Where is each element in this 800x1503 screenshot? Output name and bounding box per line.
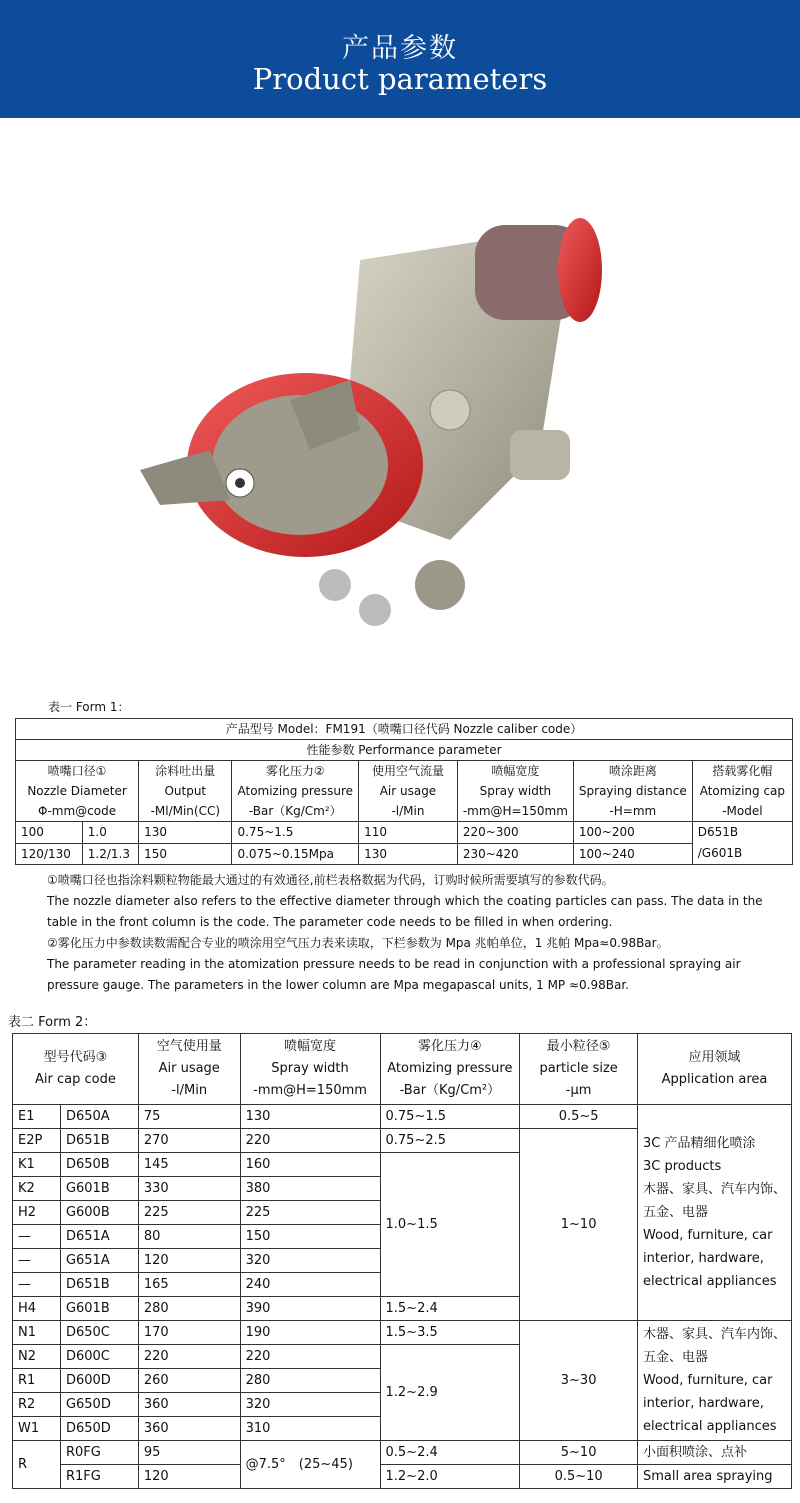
cell: R <box>13 1441 61 1489</box>
form2-caption: 表二 Form 2： <box>8 1015 97 1030</box>
cell: 120 <box>138 1465 240 1489</box>
cell: 1.2~2.9 <box>380 1345 520 1441</box>
cell: D600C <box>60 1345 138 1369</box>
cell: 95 <box>138 1441 240 1465</box>
cell: 5~10 <box>520 1441 638 1465</box>
cell: 280 <box>138 1297 240 1321</box>
cell: D650C <box>60 1321 138 1345</box>
cell: 1.5~2.4 <box>380 1297 520 1321</box>
cell: 130 <box>240 1105 380 1129</box>
cell: 150 <box>139 843 232 865</box>
cell: D651A <box>60 1225 138 1249</box>
form1-header: 使用空气流量 Air usage -l/Min <box>359 761 458 822</box>
cell: 0.5~5 <box>520 1105 638 1129</box>
cell: 120/130 <box>16 843 83 865</box>
cell: G651A <box>60 1249 138 1273</box>
cell: 0.075~0.15Mpa <box>232 843 359 865</box>
cell: D600D <box>60 1369 138 1393</box>
cell: 1.0 <box>82 822 138 844</box>
cell: 0.5~2.4 <box>380 1441 520 1465</box>
cell: 100~200 <box>573 822 692 844</box>
cell: 380 <box>240 1177 380 1201</box>
application-area-cell: 木器、家具、汽车内饰、五金、电器 Wood, furniture, car interior, hardware, electrical appliances <box>638 1321 792 1441</box>
application-area-cell: 3C 产品精细化喷涂 3C products 木器、家具、汽车内饰、五金、电器 Wood, furniture, car interior, hardware, electrical appliances <box>638 1105 792 1321</box>
form1-notes <box>47 870 787 996</box>
cell: — <box>13 1225 61 1249</box>
cell: 230~420 <box>457 843 573 865</box>
cell: 280 <box>240 1369 380 1393</box>
cell: 110 <box>359 822 458 844</box>
cell: 160 <box>240 1153 380 1177</box>
cell: 170 <box>138 1321 240 1345</box>
cell: 0.75~2.5 <box>380 1129 520 1153</box>
cell: G600B <box>60 1201 138 1225</box>
header-title-cn: 产品参数 <box>342 33 458 64</box>
cell: D650B <box>60 1153 138 1177</box>
cell: 小面积喷涂、点补 <box>638 1441 792 1465</box>
form1-header: 喷涂距离 Spraying distance -H=mm <box>573 761 692 822</box>
cell: 220 <box>240 1345 380 1369</box>
cell: 360 <box>138 1417 240 1441</box>
table-row <box>16 843 793 865</box>
cell: 1.5~3.5 <box>380 1321 520 1345</box>
cell: K2 <box>13 1177 61 1201</box>
cell: D651B <box>60 1273 138 1297</box>
cell: 225 <box>138 1201 240 1225</box>
cell: D651B /G601B <box>692 822 792 865</box>
cell: 320 <box>240 1393 380 1417</box>
cell: K1 <box>13 1153 61 1177</box>
cell: 0.75~1.5 <box>380 1105 520 1129</box>
cell: 1.2/1.3 <box>82 843 138 865</box>
note-line: ②雾化压力中参数读数需配合专业的喷涂用空气压力表来读取，下栏参数为 Mpa 兆帕单位，1 兆帕 Mpa≈0.98Bar。 <box>47 936 669 950</box>
cell: 260 <box>138 1369 240 1393</box>
cell: D650D <box>60 1417 138 1441</box>
cell: 360 <box>138 1393 240 1417</box>
cell: D651B <box>60 1129 138 1153</box>
cell: 190 <box>240 1321 380 1345</box>
cell: R0FG <box>60 1441 138 1465</box>
header-title-en: Product parameters <box>252 62 548 96</box>
table-row <box>16 822 793 844</box>
note-line: pressure gauge. The parameters in the lower column are Mpa megapascal units, 1 MP ≈0.98Bar. <box>47 978 629 992</box>
note-line: table in the front column is the code. The parameter code needs to be filled in when ordering. <box>47 915 613 929</box>
cell: W1 <box>13 1417 61 1441</box>
cell: N1 <box>13 1321 61 1345</box>
cell: N2 <box>13 1345 61 1369</box>
cell: 220~300 <box>457 822 573 844</box>
cell: 165 <box>138 1273 240 1297</box>
cell: 120 <box>138 1249 240 1273</box>
cell: 220 <box>240 1129 380 1153</box>
cell: R2 <box>13 1393 61 1417</box>
form1-header: 搭载雾化帽 Atomizing cap -Model <box>692 761 792 822</box>
cell: 80 <box>138 1225 240 1249</box>
cell: 225 <box>240 1201 380 1225</box>
form1-table <box>15 718 793 865</box>
form2-table <box>12 1033 792 1489</box>
cell: 240 <box>240 1273 380 1297</box>
cell: 390 <box>240 1297 380 1321</box>
spray-gun-image <box>120 200 620 660</box>
cell: R1FG <box>60 1465 138 1489</box>
cell: Small area spraying <box>638 1465 792 1489</box>
table-row <box>13 1465 792 1489</box>
cell: 75 <box>138 1105 240 1129</box>
page-header <box>0 0 800 118</box>
cell: R1 <box>13 1369 61 1393</box>
cell: H4 <box>13 1297 61 1321</box>
note-line: The nozzle diameter also refers to the effective diameter through which the coating particles can pass. The data in the <box>47 894 763 908</box>
cell: 0.5~10 <box>520 1465 638 1489</box>
cell: 100 <box>16 822 83 844</box>
form2-header: 最小粒径⑤ particle size -μm <box>520 1034 638 1105</box>
cell: E2P <box>13 1129 61 1153</box>
form2-header: 应用领域 Application area <box>638 1034 792 1105</box>
form1-header: 涂料吐出量 Output -Ml/Min(CC) <box>139 761 232 822</box>
table-row <box>13 1105 792 1129</box>
form1-header: 喷嘴口径① Nozzle Diameter Φ-mm@code <box>16 761 139 822</box>
cell: 330 <box>138 1177 240 1201</box>
form1-subtitle: 性能参数 Performance parameter <box>16 740 793 761</box>
form1-header: 雾化压力② Atomizing pressure -Bar（Kg/Cm²） <box>232 761 359 822</box>
cell: @7.5° (25~45) <box>240 1441 380 1489</box>
cell: 130 <box>359 843 458 865</box>
cell: 270 <box>138 1129 240 1153</box>
cell: 1.0~1.5 <box>380 1153 520 1297</box>
cell: 1~10 <box>520 1129 638 1321</box>
form2-header: 空气使用量 Air usage -l/Min <box>138 1034 240 1105</box>
cell: — <box>13 1273 61 1297</box>
form1-header: 喷幅宽度 Spray width -mm@H=150mm <box>457 761 573 822</box>
table-row <box>13 1321 792 1345</box>
cell: 220 <box>138 1345 240 1369</box>
cell: 320 <box>240 1249 380 1273</box>
cell: D650A <box>60 1105 138 1129</box>
form1-caption: 表一 Form 1： <box>48 700 130 714</box>
cell: 150 <box>240 1225 380 1249</box>
cell: 0.75~1.5 <box>232 822 359 844</box>
cell: 3~30 <box>520 1321 638 1441</box>
cell: 145 <box>138 1153 240 1177</box>
cell: 1.2~2.0 <box>380 1465 520 1489</box>
cell: H2 <box>13 1201 61 1225</box>
cell: 100~240 <box>573 843 692 865</box>
note-line: The parameter reading in the atomization pressure needs to be read in conjunction with a professional spraying air <box>47 957 741 971</box>
form1-title: 产品型号 Model：FM191（喷嘴口径代码 Nozzle caliber code） <box>16 719 793 740</box>
form2-header: 型号代码③ Air cap code <box>13 1034 139 1105</box>
cell: G601B <box>60 1297 138 1321</box>
cell: — <box>13 1249 61 1273</box>
cell: 310 <box>240 1417 380 1441</box>
cell: 130 <box>139 822 232 844</box>
form2-header: 雾化压力④ Atomizing pressure -Bar（Kg/Cm²） <box>380 1034 520 1105</box>
cell: G650D <box>60 1393 138 1417</box>
cell: G601B <box>60 1177 138 1201</box>
note-line: ①喷嘴口径也指涂料颗粒物能最大通过的有效通径,前栏表格数据为代码，订购时候所需要填写的参数代码。 <box>47 873 614 887</box>
table-row <box>13 1441 792 1465</box>
form2-header: 喷幅宽度 Spray width -mm@H=150mm <box>240 1034 380 1105</box>
cell: E1 <box>13 1105 61 1129</box>
